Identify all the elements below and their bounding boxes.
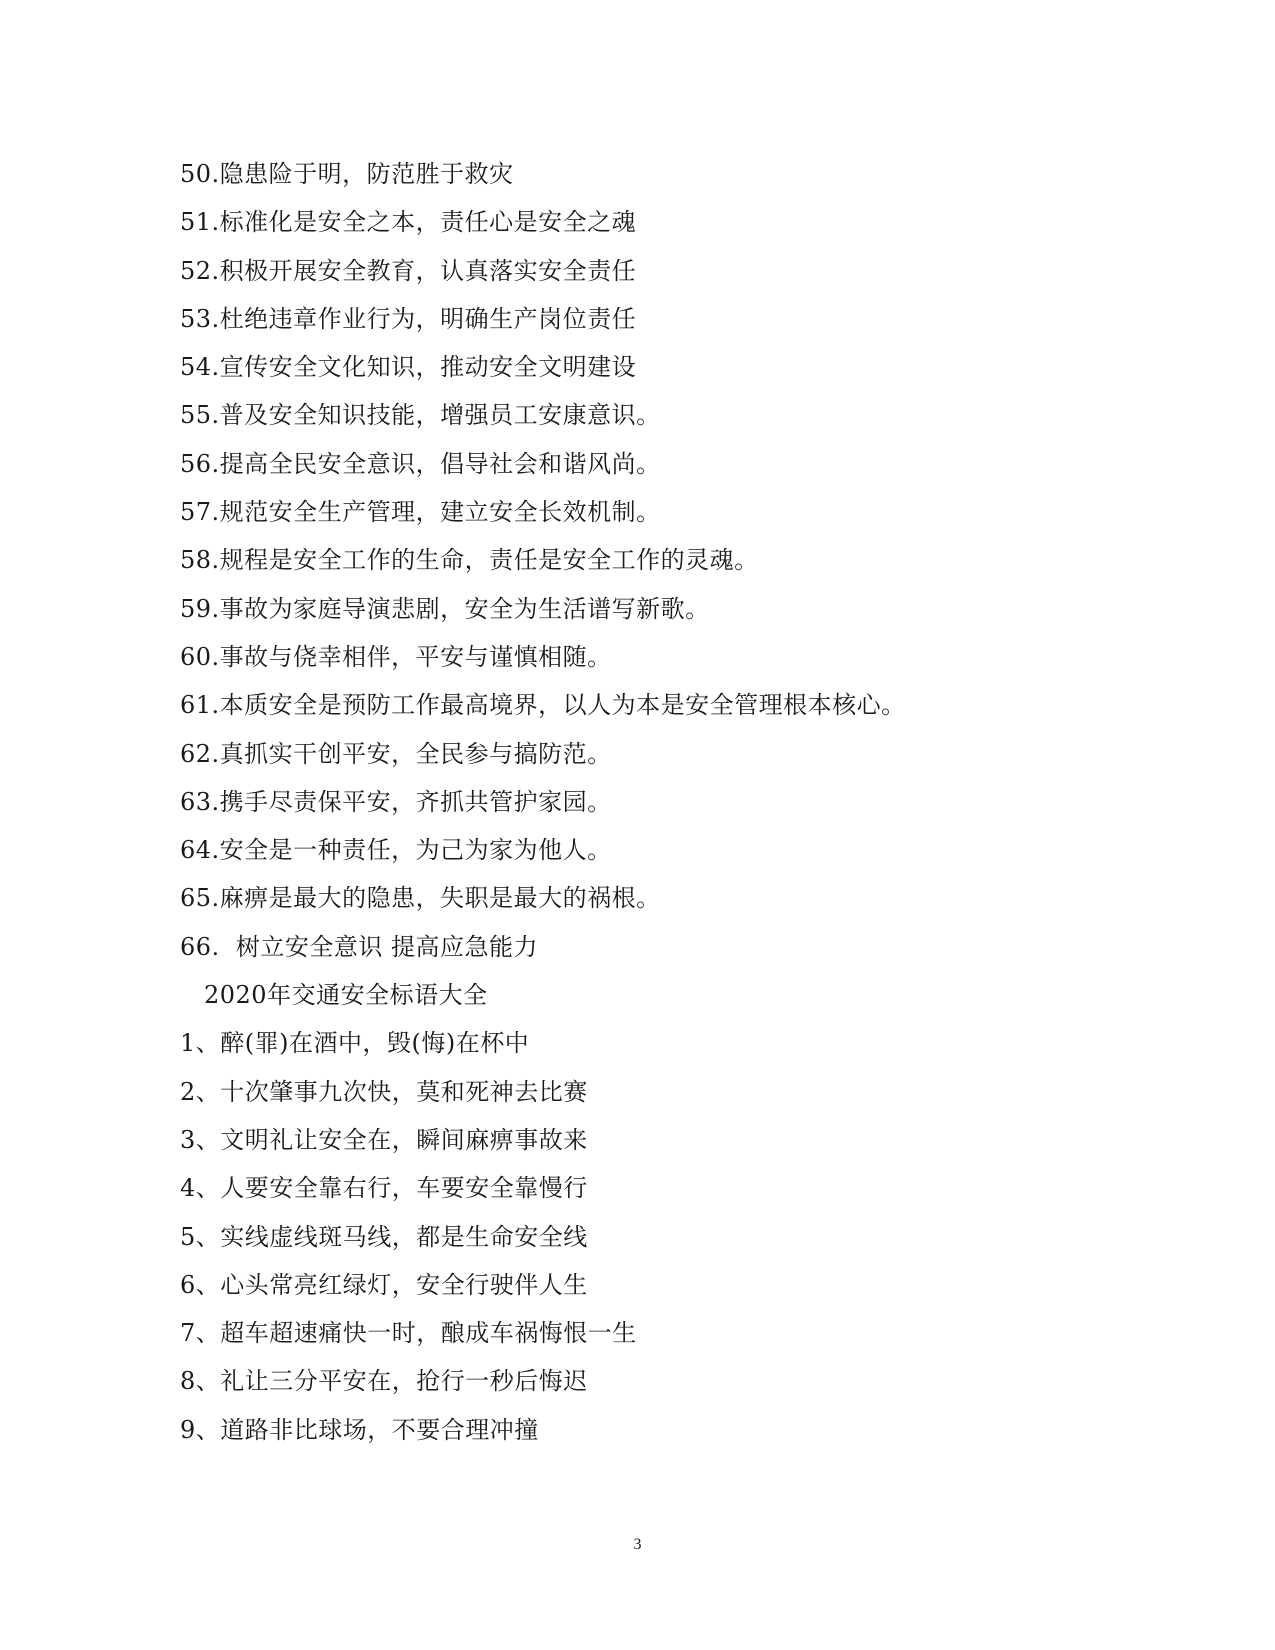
slogan-line: 63.携手尽责保平安，齐抓共管护家园。 [180, 787, 612, 816]
slogan-line: 58.规程是安全工作的生命，责任是安全工作的灵魂。 [180, 546, 759, 575]
slogan-line: 3、文明礼让安全在，瞬间麻痹事故来 [180, 1125, 588, 1154]
slogan-line: 55.普及安全知识技能，增强员工安康意识。 [180, 401, 661, 430]
section-heading: 2020年交通安全标语大全 [204, 981, 488, 1010]
slogan-line: 8、礼让三分平安在，抢行一秒后悔迟 [180, 1367, 588, 1396]
slogan-line: 6、心头常亮红绿灯，安全行驶伴人生 [180, 1270, 588, 1299]
slogan-line: 65.麻痹是最大的隐患，失职是最大的祸根。 [180, 884, 661, 913]
slogan-line: 66. 树立安全意识 提高应急能力 [180, 932, 539, 961]
slogan-list [180, 158, 906, 1462]
slogan-line: 51.标准化是安全之本，责任心是安全之魂 [180, 208, 637, 237]
slogan-line: 7、超车超速痛快一时，酿成车祸悔恨一生 [180, 1319, 637, 1348]
slogan-line: 59.事故为家庭导演悲剧，安全为生活谱写新歌。 [180, 594, 710, 623]
slogan-line: 4、人要安全靠右行，车要安全靠慢行 [180, 1174, 588, 1203]
slogan-line: 64.安全是一种责任，为己为家为他人。 [180, 836, 612, 865]
slogan-line: 62.真抓实干创平安，全民参与搞防范。 [180, 739, 612, 768]
slogan-line: 56.提高全民安全意识，倡导社会和谐风尚。 [180, 449, 661, 478]
slogan-line: 5、实线虚线斑马线，都是生命安全线 [180, 1222, 588, 1251]
slogan-line: 1、醉(罪)在酒中，毁(悔)在杯中 [180, 1029, 530, 1058]
slogan-line: 50.隐患险于明，防范胜于救灾 [180, 160, 514, 188]
page-number: 3 [633, 1536, 642, 1553]
slogan-line: 54.宣传安全文化知识，推动安全文明建设 [180, 353, 637, 382]
slogan-line: 2、十次肇事九次快，莫和死神去比赛 [180, 1077, 588, 1106]
slogan-line: 61.本质安全是预防工作最高境界，以人为本是安全管理根本核心。 [180, 691, 906, 720]
slogan-line: 57.规范安全生产管理，建立安全长效机制。 [180, 498, 661, 527]
slogan-line: 52.积极开展安全教育，认真落实安全责任 [180, 256, 637, 285]
slogan-line: 9、道路非比球场，不要合理冲撞 [180, 1415, 539, 1444]
slogan-line: 60.事故与侥幸相伴，平安与谨慎相随。 [180, 642, 612, 671]
slogan-line: 53.杜绝违章作业行为，明确生产岗位责任 [180, 304, 637, 333]
